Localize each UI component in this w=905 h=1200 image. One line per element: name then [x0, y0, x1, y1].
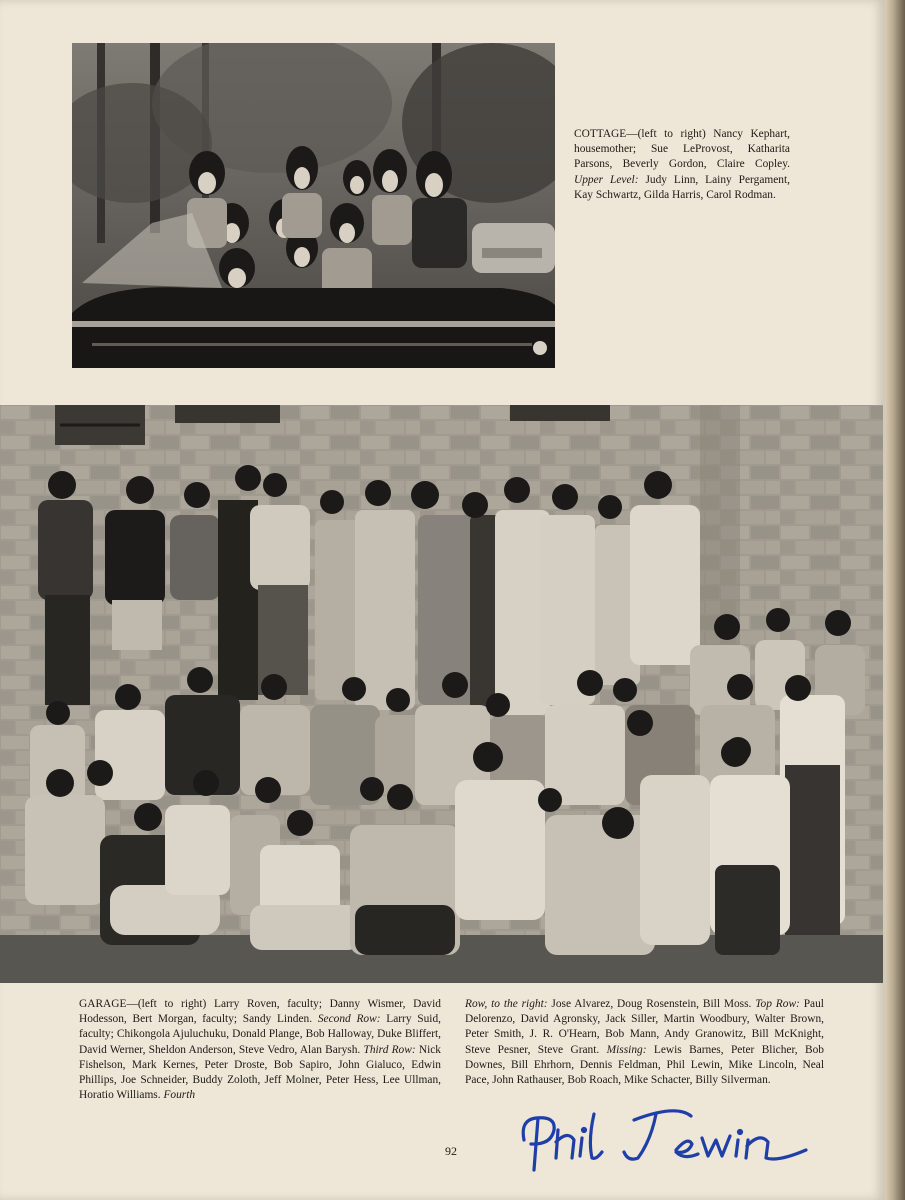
cottage-photo-art: [72, 43, 555, 368]
garage-second-row: Larry Suid, faculty; Chikongola Ajuluchuku, Donald Plange, Bob Halloway, Duke Bliffert, David Werner, Sheldon Anderson, Steve Vedro, Alan Barysh.: [79, 1013, 441, 1056]
garage-caption-column-left: [79, 997, 441, 1103]
handwritten-signature: [516, 1100, 816, 1180]
cottage-photo: [72, 43, 555, 368]
garage-caption-column-right: [465, 997, 824, 1088]
garage-second-label: Second Row:: [317, 1013, 381, 1026]
garage-third-row: Nick Fishelson, Mark Kernes, Peter Droste, Bob Sapiro, John Gialuco, Edwin Phillips, Joe Schneider, Buddy Zoloth, Jeff Molner, Peter Hess, Lee Ullman, Horatio Williams.: [79, 1043, 441, 1102]
cottage-caption: [574, 127, 790, 203]
garage-photo: [0, 405, 883, 983]
garage-missing: Lewis Barnes, Peter Blicher, Bob Downes, Bill Ehrhorn, Dennis Feldman, Phil Lewin, Mike Lincoln, Neal Pace, John Rathauser, Bob Roach, Mike Schacter, Billy Silverman.: [465, 1043, 824, 1087]
garage-fourth-label-end: Row, to the right:: [465, 998, 548, 1010]
cottage-caption-heading: COTTAGE: [574, 128, 627, 140]
garage-fourth-label-start: Fourth: [163, 1089, 196, 1102]
garage-fourth-row: Jose Alvarez, Doug Rosenstein, Bill Moss.: [551, 998, 752, 1010]
garage-third-label: Third Row:: [363, 1043, 416, 1056]
garage-top-label: Top Row:: [755, 998, 800, 1010]
garage-missing-label: Missing:: [606, 1043, 647, 1056]
garage-top-row: Paul Delorenzo, David Agronsky, Jack Siller, Martin Woodbury, Walter Brown, Peter Smith, J. R. O'Hearn, Bob Mann, Andy Granowitz, Bill McKnight, Steve Pesner, Steve Grant.: [465, 998, 824, 1056]
garage-caption-heading: GARAGE: [79, 998, 127, 1010]
cottage-upper-label: Upper Level:: [574, 173, 639, 186]
cottage-upper-names: Judy Linn, Lainy Pergament, Kay Schwartz, Gilda Harris, Carol Rodman.: [574, 173, 791, 201]
book-spine-edge: [885, 0, 905, 1200]
cottage-caption-lead: —(left to right) Nancy Kephart, housemother; Sue LeProvost, Katharita Parsons, Beverly Gordon, Claire Copley.: [574, 128, 790, 171]
page-number: 92: [445, 1144, 457, 1158]
garage-first-row: —(left to right) Larry Roven, faculty; Danny Wismer, David Hodesson, Bert Morgan, faculty; Sandy Linden.: [79, 998, 441, 1026]
garage-photo-art: [0, 405, 883, 983]
